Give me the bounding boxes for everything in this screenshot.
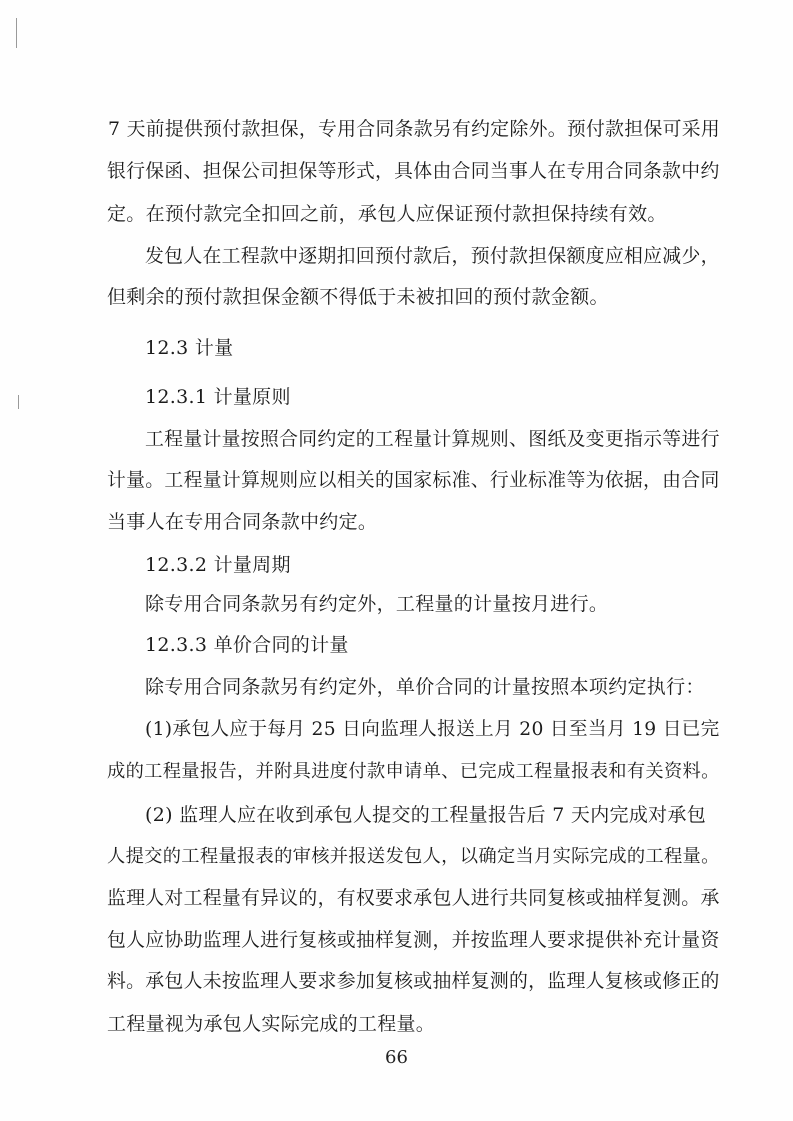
text-line-3: 定。在预付款完全扣回之前，承包人应保证预付款担保持续有效。 <box>107 203 667 225</box>
text-line-20: 包人应协助监理人进行复核或抽样复测，并按监理人要求提供补充计量资 <box>107 930 720 951</box>
text-line-15: (1)承包人应于每月 25 日向监理人报送上月 20 日至当月 19 日已完 <box>145 719 720 740</box>
text-line-21: 料。承包人未按监理人要求参加复核或抽样复测的，监理人复核或修正的 <box>107 971 720 992</box>
subsection-heading-12-3-2: 12.3.2 计量周期 <box>145 554 291 576</box>
text-line-5: 但剩余的预付款担保金额不得低于未被扣回的预付款金额。 <box>107 286 609 308</box>
text-line-8: 工程量计量按照合同约定的工程量计算规则、图纸及变更指示等进行 <box>145 428 720 450</box>
text-line-9: 计量。工程量计算规则应以相关的国家标准、行业标准等为依据，由合同 <box>107 470 720 491</box>
text-line-16: 成的工程量报告，并附具进度付款申请单、已完成工程量报表和有关资料。 <box>107 761 720 782</box>
section-heading-12-3: 12.3 计量 <box>145 337 234 359</box>
text-line-2: 银行保函、担保公司担保等形式，具体由合同当事人在专用合同条款中约 <box>107 161 720 182</box>
subsection-heading-12-3-1: 12.3.1 计量原则 <box>145 386 291 408</box>
text-line-18: 人提交的工程量报表的审核并报送发包人，以确定当月实际完成的工程量。 <box>107 846 720 867</box>
text-line-10: 当事人在专用合同条款中约定。 <box>107 511 378 533</box>
text-line-17: (2) 监理人应在收到承包人提交的工程量报告后 7 天内完成对承包 <box>145 804 707 826</box>
text-line-22: 工程量视为承包人实际完成的工程量。 <box>107 1013 436 1035</box>
text-line-1: 7 天前提供预付款担保，专用合同条款另有约定除外。预付款担保可采用 <box>108 119 721 140</box>
subsection-heading-12-3-3: 12.3.3 单价合同的计量 <box>145 634 349 656</box>
page-number: 66 <box>385 1047 408 1068</box>
scan-edge-mark <box>16 18 17 48</box>
text-line-4: 发包人在工程款中逐期扣回预付款后，预付款担保额度应相应减少， <box>145 245 720 267</box>
text-line-19: 监理人对工程量有异议的，有权要求承包人进行共同复核或抽样复测。承 <box>107 888 720 909</box>
scan-edge-mark <box>18 395 19 409</box>
text-line-14: 除专用合同条款另有约定外，单价合同的计量按照本项约定执行： <box>145 676 705 698</box>
text-line-12: 除专用合同条款另有约定外，工程量的计量按月进行。 <box>145 593 609 615</box>
